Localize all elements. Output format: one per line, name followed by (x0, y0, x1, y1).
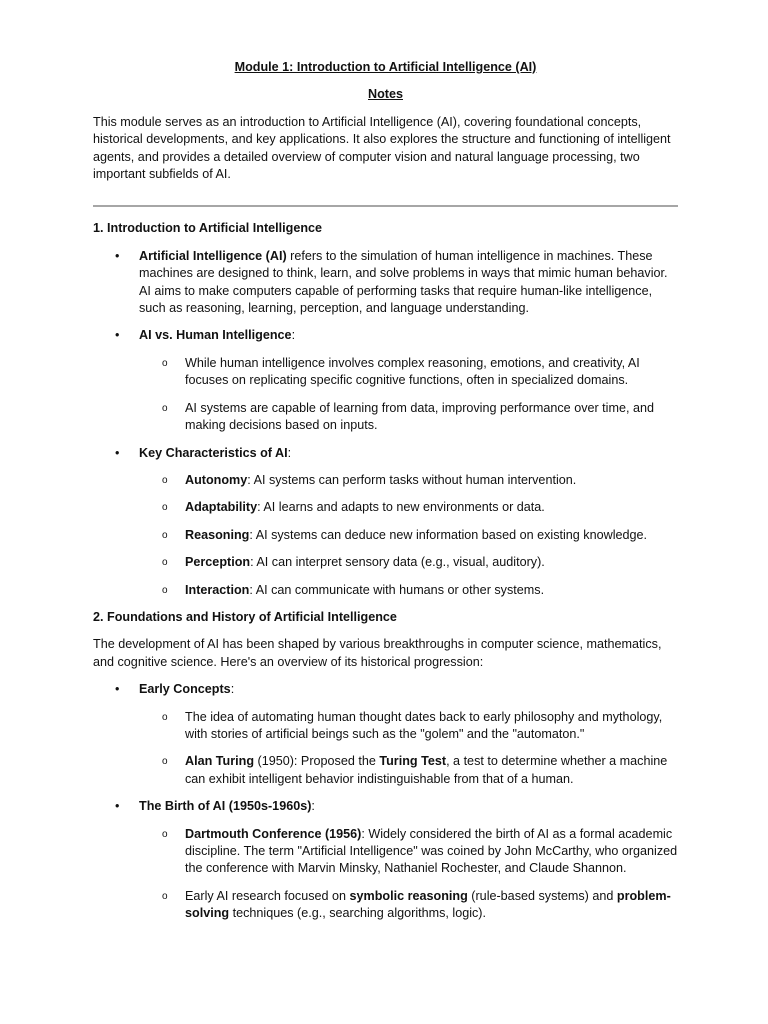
section-2-heading: 2. Foundations and History of Artificial Intelligence (93, 609, 397, 624)
page-subtitle: Notes (368, 87, 403, 102)
characteristic-term: Perception (185, 555, 251, 570)
sub-item: o While human intelligence involves complex reasoning, emotions, and creativity, AI focuses on replicating specific cognitive functions, often in specialized domains. (139, 355, 678, 390)
text-run: : Widely considered the birth of AI as a formal academic discipline. The term "Artificial Intelligence" was coined by John McCarthy, who organized the conference with Marvin Minsky, Nathaniel Rochester, and Claude Shannon. (185, 826, 678, 876)
sub-item-early-research (139, 888, 678, 923)
colon: : (287, 445, 292, 460)
bullet-early-concepts (93, 681, 678, 788)
characteristic-adaptability (139, 499, 678, 516)
term-key-characteristics: Key Characteristics of AI (139, 445, 288, 460)
characteristic-term: Interaction (185, 582, 250, 597)
characteristic-desc: : AI learns and adapts to new environments or data. (257, 500, 545, 515)
ai-definition-text: refers to the simulation of human intelligence in machines. These machines are designed to think, learn, and solve problems in ways that mimic human behavior. AI aims to make computers capable of performing tasks that require human-like intelligence, such as reasoning, learning, perception, and language understanding. (139, 248, 668, 316)
characteristics-sublist (139, 472, 678, 599)
sub-item: o AI systems are capable of learning from data, improving performance over time, and making decisions based on inputs. (139, 400, 678, 435)
characteristic-term: Autonomy (185, 472, 248, 487)
birth-of-ai-sublist (139, 826, 678, 923)
characteristic-desc: : AI can interpret sensory data (e.g., visual, auditory). (250, 555, 545, 570)
sub-item: o The idea of automating human thought dates back to early philosophy and mythology, with stories of artificial beings such as the "golem" and the "automaton." (139, 709, 678, 744)
bullet-ai-vs-human (93, 327, 678, 434)
characteristic-desc: : AI systems can deduce new information based on existing knowledge. (249, 527, 648, 542)
ai-vs-human-sublist (139, 355, 678, 435)
term-early-concepts: Early Concepts (139, 682, 231, 697)
document-page (93, 56, 678, 923)
characteristic-reasoning (139, 527, 678, 544)
term-ai: Artificial Intelligence (AI) (139, 248, 287, 263)
page-title: Module 1: Introduction to Artificial Intelligence (AI) (234, 60, 537, 74)
colon: : (311, 799, 315, 814)
section-1-list (93, 248, 678, 599)
term-birth-of-ai: The Birth of AI (1950s-1960s) (139, 799, 312, 814)
characteristic-desc: : AI can communicate with humans or other systems. (249, 582, 545, 597)
sub-item-alan-turing (139, 753, 678, 788)
section-2-intro: The development of AI has been shaped by various breakthroughs in computer science, mathematics, and cognitive science. Here's an overview of its historical progression: (93, 637, 662, 669)
characteristic-term: Adaptability (185, 500, 258, 515)
colon: : (230, 682, 235, 697)
term-symbolic-reasoning: symbolic reasoning (349, 888, 468, 903)
colon: : (291, 328, 296, 343)
bullet-ai-definition (93, 248, 678, 318)
sub-item-dartmouth (139, 826, 678, 878)
term-turing-test: Turing Test (379, 754, 447, 769)
term-problem-solving: problem-solving (185, 888, 671, 921)
text-run: (1950): Proposed the (254, 754, 380, 769)
characteristic-perception (139, 554, 678, 571)
intro-paragraph: This module serves as an introduction to Artificial Intelligence (AI), covering foundational concepts, historical developments, and key applications. It also explores the structure and functioning of intelligent agents, and provides a detailed overview of computer vision and natural language processing, two important subfields of AI. (93, 114, 671, 182)
text-run: Early AI research focused on (185, 888, 350, 903)
characteristic-interaction (139, 582, 678, 599)
characteristic-autonomy (139, 472, 678, 489)
early-concepts-sublist (139, 709, 678, 789)
term-dartmouth: Dartmouth Conference (1956) (185, 826, 362, 841)
text-run: (rule-based systems) and (467, 888, 617, 903)
bullet-birth-of-ai (93, 798, 678, 922)
text-run: techniques (e.g., searching algorithms, logic). (229, 906, 486, 921)
characteristic-desc: : AI systems can perform tasks without human intervention. (247, 472, 577, 487)
horizontal-divider (93, 205, 678, 207)
section-1-heading: 1. Introduction to Artificial Intelligence (93, 221, 323, 236)
bullet-key-characteristics (93, 445, 678, 599)
characteristic-term: Reasoning (185, 527, 250, 542)
term-ai-vs-human: AI vs. Human Intelligence (139, 328, 292, 343)
text-run: , a test to determine whether a machine can exhibit intelligent behavior indistinguishable from that of a human. (185, 754, 668, 786)
section-2-list (93, 681, 678, 922)
term-alan-turing: Alan Turing (185, 754, 255, 769)
